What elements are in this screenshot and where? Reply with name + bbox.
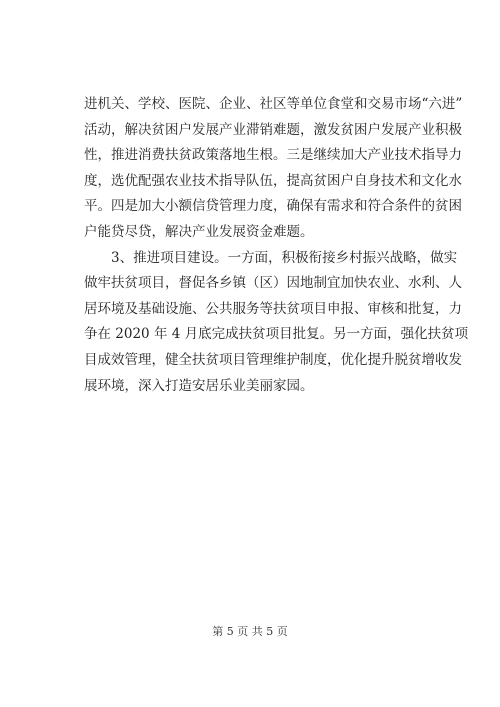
text-line: 进机关、学校、医院、企业、社区等单位食堂和交易市场“六进” [84, 96, 463, 112]
text-line: 争在 2020 年 4 月底完成扶贫项目批复。另一方面，强化扶贫项 [84, 326, 469, 343]
text-line: 度，选优配强农业技术指导队伍，提高贫困户自身技术和文化水 [84, 172, 462, 189]
text-line: 户能贷尽贷，解决产业发展资金难题。 [84, 223, 314, 240]
text-line: 活动，解决贫困户发展产业滞销难题，激发贫困户发展产业积极 [84, 121, 462, 138]
text-line: 居环境及基础设施、公共服务等扶贫项目申报、审核和批复，力 [84, 300, 462, 317]
text-line: 性，推进消费扶贫政策落地生根。三是继续加大产业技术指导力 [84, 147, 462, 164]
body-text [84, 92, 469, 399]
page-footer: 第 5 页 共 5 页 [212, 625, 288, 638]
text-line: 展环境，深入打造安居乐业美丽家园。 [84, 377, 314, 394]
text-line: 3、推进项目建设。一方面，积极衔接乡村振兴战略，做实 [84, 249, 458, 266]
text-line: 做牢扶贫项目，督促各乡镇（区）因地制宜加快农业、水利、人 [84, 275, 462, 292]
text-line: 目成效管理，健全扶贫项目管理维护制度，优化提升脱贫增收发 [84, 351, 462, 368]
text-line: 平。四是加大小额信贷管理力度，确保有需求和符合条件的贫困 [84, 198, 462, 215]
